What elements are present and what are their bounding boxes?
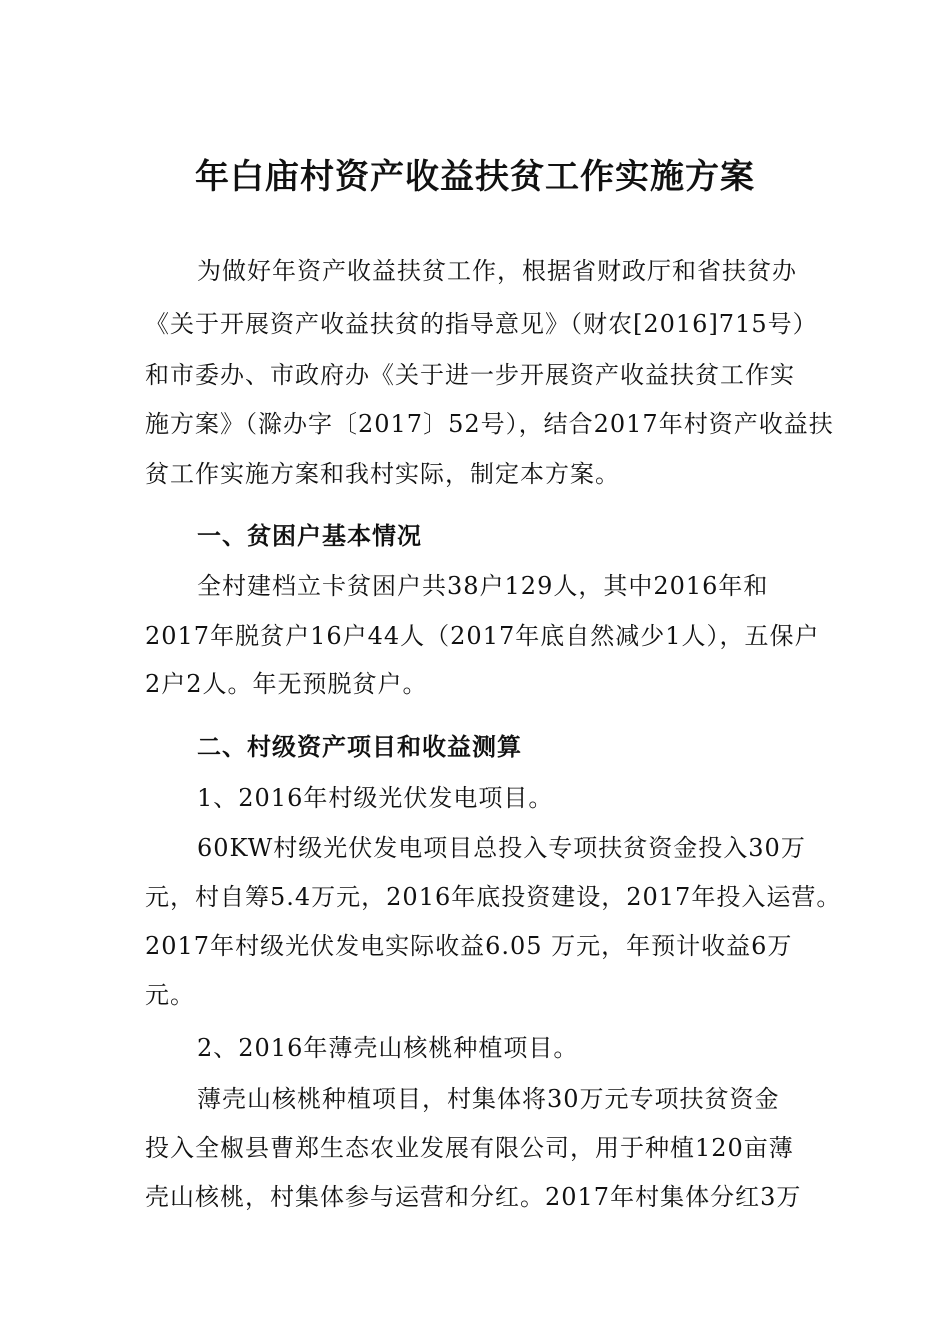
- project-2-title: 2、2016年薄壳山核桃种植项目。: [197, 1034, 579, 1062]
- section-1-line-2: 2017年脱贫户16户44人（2017年底自然减少1人），五保户: [145, 622, 820, 650]
- intro-line-2: 《关于开展资产收益扶贫的指导意见》（财农[2016]715号）: [145, 310, 818, 338]
- section-1-line-1: 全村建档立卡贫困户共38户129人，其中2016年和: [197, 572, 769, 600]
- intro-line-1: 为做好年资产收益扶贫工作，根据省财政厅和省扶贫办: [197, 257, 797, 285]
- project-1-line-3: 2017年村级光伏发电实际收益6.05 万元，年预计收益6万: [145, 932, 793, 960]
- project-2-line-1: 薄壳山核桃种植项目，村集体将30万元专项扶贫资金: [197, 1085, 780, 1113]
- project-1-line-4: 元。: [145, 981, 195, 1009]
- section-1-heading: 一、贫困户基本情况: [197, 522, 422, 550]
- intro-line-5: 贫工作实施方案和我村实际，制定本方案。: [145, 460, 620, 488]
- project-1-title: 1、2016年村级光伏发电项目。: [197, 784, 554, 812]
- intro-line-3: 和市委办、市政府办《关于进一步开展资产收益扶贫工作实: [145, 361, 795, 389]
- section-1-line-3: 2户2人。年无预脱贫户。: [145, 670, 428, 698]
- document-title: 年白庙村资产收益扶贫工作实施方案: [195, 157, 755, 197]
- intro-line-4: 施方案》（滁办字〔2017〕52号），结合2017年村资产收益扶: [145, 410, 834, 438]
- project-1-line-2: 元，村自筹5.4万元，2016年底投资建设，2017年投入运营。: [145, 883, 842, 911]
- project-2-line-2: 投入全椒县曹郑生态农业发展有限公司，用于种植120亩薄: [145, 1134, 794, 1162]
- project-2-line-3: 壳山核桃，村集体参与运营和分红。2017年村集体分红3万: [145, 1183, 802, 1211]
- project-1-line-1: 60KW村级光伏发电项目总投入专项扶贫资金投入30万: [197, 834, 806, 862]
- section-2-heading: 二、村级资产项目和收益测算: [197, 733, 522, 761]
